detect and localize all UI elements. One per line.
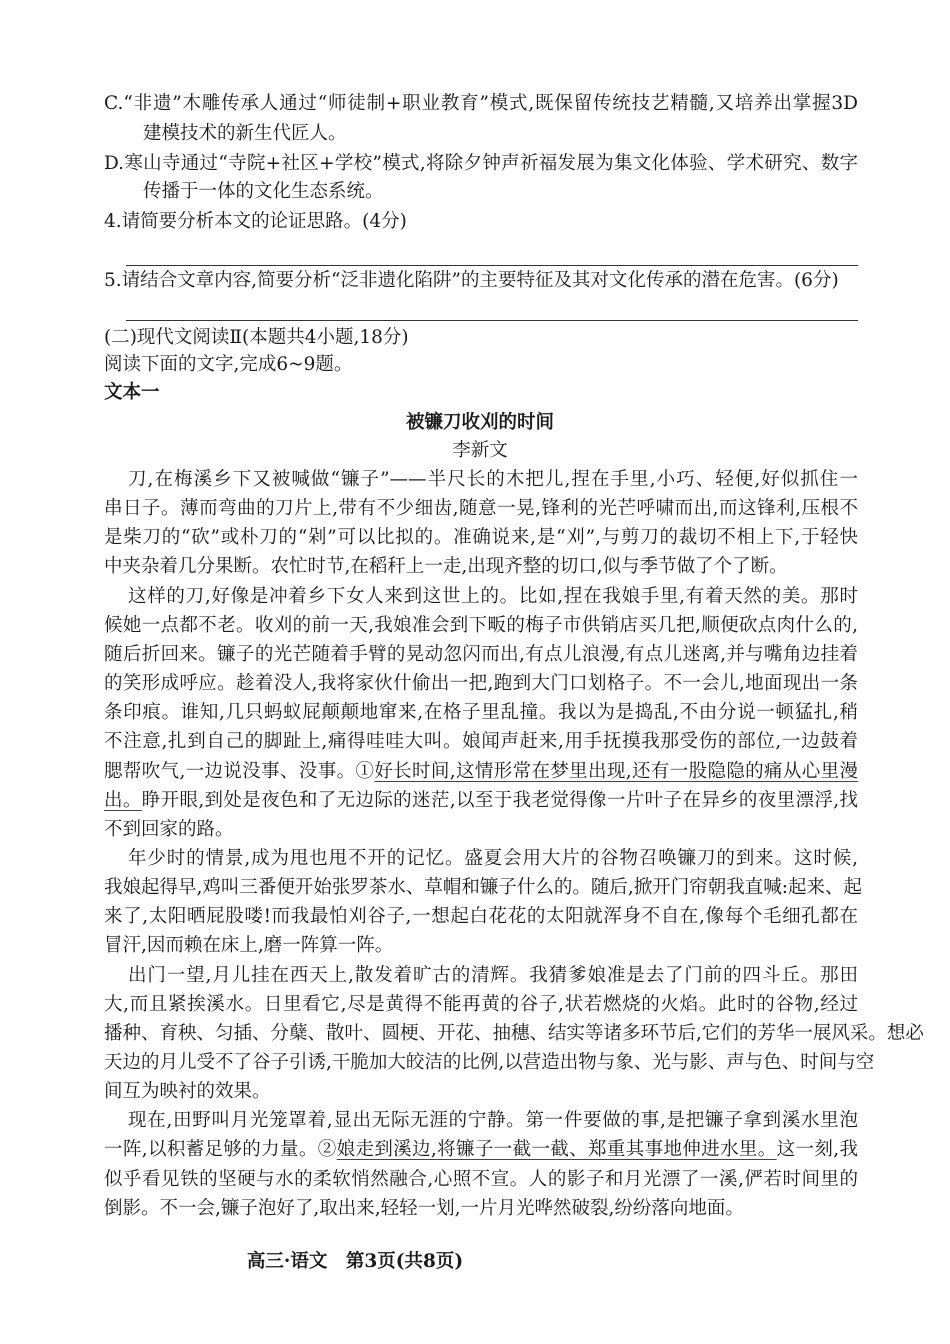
answer-line-q5[interactable] [126, 320, 858, 321]
option-c-line: 建模技术的新生代匠人。 [143, 123, 347, 144]
article-line [104, 934, 858, 958]
text-segment: 的笑形成呼应。趁着没人,我将家伙什偷出一把,跑到大门口划格子。不一会儿,地面现出一条 [104, 673, 858, 695]
text-segment: 条印痕。谁知,几只蚂蚁屁颠颠地窜来,在格子里乱撞。我以为是捣乱,不由分说一顿猛扎,稍 [104, 702, 858, 724]
question-4: 4.请简要分析本文的论证思路。(4分) [104, 211, 407, 232]
text-segment: 睁开眼,到处是夜色和了无边际的迷茫,以至于我老觉得像一片叶子在异乡的夜里漂浮,找 [141, 789, 858, 811]
text-segment: 串日子。薄而弯曲的刀片上,带有不少细齿,随意一晃,锋利的光芒呼啸而出,而这锋利,压根不 [104, 498, 858, 520]
text-segment: 不到回家的路。 [104, 818, 234, 840]
text-segment: 天边的月儿受不了谷子引诱,干脆加大皎洁的比例,以营造出物与象、光与影、声与色、时间与空 [104, 1052, 875, 1073]
article-line [104, 555, 858, 579]
text-segment: 似乎看见铁的坚硬与水的柔软悄然融合,心照不宣。人的影子和月光漂了一溪,俨若时间里的 [104, 1168, 858, 1190]
text-segment: 大,而且紧挨溪水。日里看它,尽是黄得不能再黄的谷子,状若燃烧的火焰。此时的谷物,经过 [104, 993, 858, 1015]
article-line [104, 760, 858, 784]
article-line [104, 643, 858, 667]
article-line [104, 1080, 858, 1104]
article-author: 李新文 [452, 440, 508, 461]
question-5: 5.请结合文章内容,简要分析“泛非遗化陷阱”的主要特征及其对文化传承的潜在危害。(6分) [104, 270, 839, 291]
text-segment: 刀,在梅溪乡下又被喊做“镰子”——半尺长的木把儿,捏在手里,小巧、轻便,好似抓住一 [128, 469, 858, 490]
article-title: 被镰刀收刈的时间 [405, 412, 554, 433]
text-segment: 来了,太阳晒屁股喽!而我最怕刈谷子,一想起白花花的太阳就浑身不自在,像每个毛细孔都在 [104, 906, 858, 928]
article-line [104, 1022, 924, 1046]
article-line [104, 876, 862, 900]
section-instruction: 阅读下面的文字,完成6~9题。 [104, 354, 353, 375]
article-line [104, 818, 858, 842]
article-line [104, 1197, 858, 1221]
text-segment: 播种、育秧、匀插、分蘖、散叶、圆梗、开花、抽穗、结实等诸多环节后,它们的芳华一展风采。想必 [104, 1022, 924, 1044]
text-segment: 间互为映衬的效果。 [104, 1081, 271, 1103]
option-d-line: D.寒山寺通过“寺院+社区+学校”模式,将除夕钟声祈福发展为集文化体验、学术研究、数字 [104, 153, 858, 174]
article-line [104, 497, 858, 521]
article-line [104, 672, 858, 696]
article-line [104, 789, 858, 813]
text-segment: 是柴刀的“砍”或朴刀的“剁”可以比拟的。准确说来,是“刈”,与剪刀的裁切不相上下,于轻快 [104, 527, 858, 549]
underlined-text: 好长时间,这情形常在梦里出现,还有一股隐隐的痛从心里漫 [374, 760, 858, 782]
section-heading: (二)现代文阅读Ⅱ(本题共4小题,18分) [104, 327, 409, 348]
article-line [104, 526, 858, 550]
article-line [104, 701, 858, 725]
text-segment: 中夹杂着几分果断。农忙时节,在稻秆上一走,出现齐整的切口,似与季节做了个了断。 [104, 556, 788, 578]
text-segment: 随后折回来。镰子的光芒随着手臂的晃动忽闪而出,有点儿浪漫,有点儿迷离,并与嘴角边挂着 [104, 643, 858, 665]
article-line [104, 1051, 875, 1075]
underlined-text: 娘走到溪边,将镰子一截一截、郑重其事地伸进水里。 [336, 1139, 777, 1161]
text-segment: 一阵,以积蓄足够的力量。② [104, 1139, 337, 1161]
page-footer: 高三·语文 第3页(共8页) [246, 1251, 464, 1272]
article-line [104, 905, 858, 929]
article-line [104, 730, 858, 754]
text-segment: 候她一点都不老。收刈的前一天,我娘准会到下畈的梅子市供销店买几把,顺便砍点肉什么的, [104, 614, 858, 636]
answer-line-q4[interactable] [126, 265, 858, 266]
text-segment: 出门一望,月儿挂在西天上,散发着旷古的清辉。我猜爹娘准是去了门前的四斗丘。那田 [128, 964, 858, 986]
text-segment: 冒汗,因而赖在床上,磨一阵算一阵。 [104, 935, 394, 957]
text-segment: 倒影。不一会,镰子泡好了,取出来,轻轻一划,一片月光哗然破裂,纷纷落向地面。 [104, 1197, 744, 1219]
underlined-text: 出。 [104, 789, 142, 811]
text-segment: 我娘起得早,鸡叫三番便开始张罗茶水、草帽和镰子什么的。随后,掀开门帘朝我直喊:起来、起 [104, 877, 862, 899]
text-segment: 这样的刀,好像是冲着乡下女人来到这世上的。比如,捏在我娘手里,有着天然的美。那时 [128, 585, 858, 607]
option-d-line: 传播于一体的文化生态系统。 [143, 181, 384, 202]
option-c-line: C.“非遗”木雕传承人通过“师徒制+职业教育”模式,既保留传统技艺精髓,又培养出掌握3D [104, 93, 858, 114]
article-line [128, 847, 858, 871]
text-label: 文本一 [104, 382, 160, 403]
article-line [128, 964, 858, 988]
text-segment: 现在,田野叫月光笼罩着,显出无际无涯的宁静。第一件要做的事,是把镰子拿到溪水里泡 [128, 1110, 858, 1132]
article-line [104, 993, 858, 1017]
text-segment: 不注意,扎到自己的脚趾上,痛得哇哇大叫。娘闻声赶来,用手抚摸我那受伤的部位,一边鼓着 [104, 731, 858, 753]
article-line [128, 468, 858, 492]
text-segment: 腮帮吹气,一边说没事、没事。① [104, 760, 375, 782]
text-segment: 这一刻,我 [776, 1139, 858, 1161]
article-line [104, 614, 858, 638]
article-line [128, 1109, 858, 1133]
article-line [128, 585, 858, 609]
text-segment: 年少时的情景,成为甩也甩不开的记忆。盛夏会用大片的谷物召唤镰刀的到来。这时候, [128, 847, 858, 869]
article-line [104, 1138, 858, 1162]
article-line [104, 1168, 858, 1192]
